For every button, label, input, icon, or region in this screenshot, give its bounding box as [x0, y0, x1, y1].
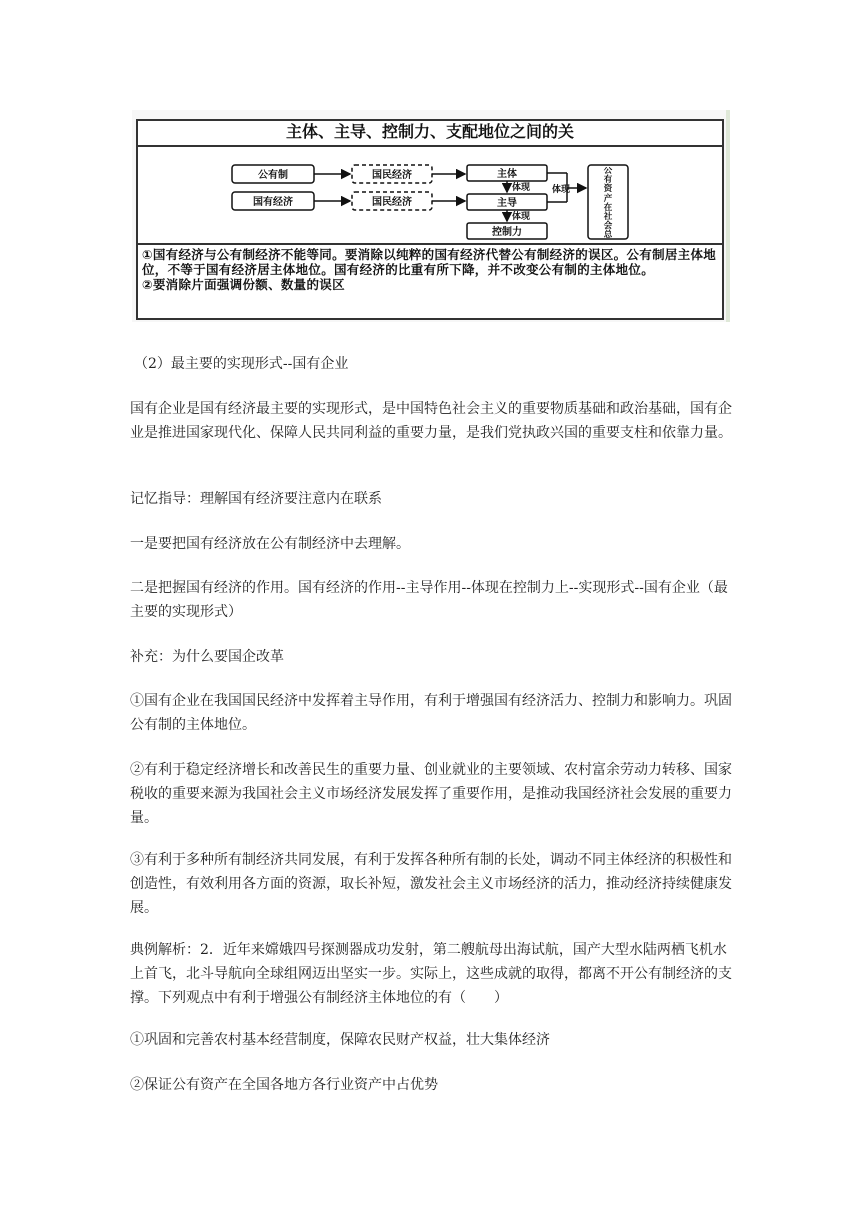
- paragraph-11: ②保证公有资产在全国各地方各行业资产中占优势: [130, 1077, 438, 1093]
- box-state-economy-label: 国有经济: [253, 197, 293, 208]
- box-control-label: 控制力: [492, 227, 522, 238]
- paragraph-3: 一是要把国有经济放在公有制经济中去理解。: [130, 536, 410, 552]
- diagram-note-1: ①国有经济与公有制经济不能等同。要消除以纯粹的国有经济代替公有制经济的误区。公有制居主体地位，不等于国有经济居主体地位。国有经济的比重有所下降，并不改变公有制的主体地位。: [142, 247, 717, 277]
- box-national-economy-2-label: 国民经济: [372, 197, 412, 208]
- paragraph-1: 国有企业是国有经济最主要的实现形式，是中国特色社会主义的重要物质基础和政治基础，国有企业是推进国家现代化、保障人民共同利益的重要力量，是我们党执政兴国的重要支柱和依靠力量。: [130, 401, 732, 441]
- diagram-notes: [136, 243, 724, 320]
- paragraph-7: ②有利于稳定经济增长和改善民生的重要力量、创业就业的主要领域、农村富余劳动力转移、国家税收的重要来源为我国社会主义市场经济发展发挥了重要作用，是推动我国经济社会发展的重要力量。: [130, 762, 732, 826]
- paragraph-10: ①巩固和完善农村基本经营制度，保障农民财产权益，壮大集体经济: [130, 1032, 550, 1048]
- relationship-diagram: [132, 110, 730, 322]
- box-public-ownership-label: 公有制: [258, 170, 288, 181]
- diagram-note-2: ②要消除片面强调份额、数量的误区: [142, 277, 345, 292]
- diagram-flowchart: [132, 110, 730, 250]
- section-heading: （2）最主要的实现形式--国有企业: [134, 356, 349, 372]
- arrow-label-embody-3: 体现: [552, 185, 571, 195]
- box-main-body-label: 主体: [497, 169, 517, 180]
- arrow-label-embody-1: 体现: [512, 183, 531, 193]
- paragraph-4: 二是把握国有经济的作用。国有经济的作用--主导作用--体现在控制力上--实现形式--国有企业（最主要的实现形式）: [130, 580, 728, 620]
- arrow-label-embody-2: 体现: [512, 212, 531, 222]
- box-leading-label: 主导: [497, 198, 517, 209]
- paragraph-9: 典例解析：2．近年来嫦娥四号探测器成功发射，第二艘航母出海试航，国产大型水陆两栖飞机水上首飞，北斗导航向全球组网迈出坚实一步。实际上，这些成就的取得，都离不开公有制经济的支撑。下列观点中有利于增强公有制经济主体地位的有（ ）: [130, 942, 732, 1006]
- paragraph-2: 记忆指导：理解国有经济要注意内在联系: [130, 491, 382, 507]
- diagram-title: 主体、主导、控制力、支配地位之间的关: [136, 119, 724, 147]
- box-dominance-label: 公有资产在社会总: [603, 167, 613, 239]
- paragraph-8: ③有利于多种所有制经济共同发展，有利于发挥各种所有制的长处，调动不同主体经济的积极性和创造性，有效利用各方面的资源，取长补短，激发社会主义市场经济的活力，推动经济持续健康发展。: [130, 852, 732, 916]
- box-national-economy-1-label: 国民经济: [372, 170, 412, 181]
- paragraph-5: 补充：为什么要国企改革: [130, 649, 284, 665]
- paragraph-6: ①国有企业在我国国民经济中发挥着主导作用，有利于增强国有经济活力、控制力和影响力。巩固公有制的主体地位。: [130, 693, 732, 733]
